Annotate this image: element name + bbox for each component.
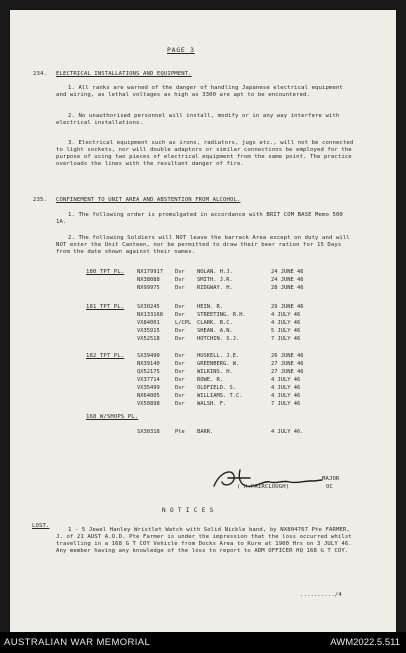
signatory-rank: MAJOR xyxy=(322,476,340,482)
signatory-name: ( H.FAIRCLOUGH) xyxy=(237,484,290,490)
section-234-para-1: 1. All ranks are warned of the danger of handling Japanese electrical equipment and wiring, as lethal voltages as high as 3300 are apt to be encountered. xyxy=(56,85,343,98)
lost-notice-text: 1 - 5 Jewel Hanley Wristlet Watch with Solid Nickle band, by NX804767 Pte FARMER, J. of 21 AUST A.O.D. Pte Farmer is under the impression that the loss occurred whilst travelling in a 168 G T COY Vehicle from Docks Area to Kure at 1900 Hrs on 3 JULY 46. Any member having any knowledge of the loss to report to ADM OFFICER HQ 168 G T COY. xyxy=(56,527,352,554)
section-234-title: ELECTRICAL INSTALLATIONS AND EQUIPMENT. xyxy=(56,71,192,77)
archive-name: AUSTRALIAN WAR MEMORIAL xyxy=(4,637,151,648)
section-234-para-3: 3. Electrical equipment such as irons, radiators, jugs etc., will not be connected to light sockets, nor will double adaptors or similar connections be employed for the purpose of using two pieces of electrical equipment from the same point. The practice overloads the lines with the resultant danger of fire. xyxy=(56,140,354,167)
section-234-number: 234. xyxy=(33,71,47,77)
notices-heading: N O T I C E S xyxy=(162,507,214,514)
group-label: 180 TPT PL. xyxy=(86,269,125,275)
lost-label: LOST. xyxy=(32,523,50,529)
document-page: PAGE 3 234. ELECTRICAL INSTALLATIONS AND EQUIPMENT. 1. All ranks are warned of the danger of handling Japanese electrical equipment and wiring, as lethal voltages as high as 3300 are apt to be encountered. 2. No unauthorised personnel will install, modify or in any way interfere with electrical installations. 3. Electrical equipment such as irons, radiators, jugs etc., will not be connected to light sockets, nor will double adaptors or similar connections be employed for the purpose of using two pieces of electrical equipment from the same point. The practice overloads the lines with the resultant danger of fire. 235. CONFINEMENT TO UNIT AREA AND ABSTENTION FROM ALCOHOL. 1. The following order is promulgated in accordance with BRIT COM BASE Memo 500 1A. 2. The following Soldiers will NOT leave the barrack Area except on duty and will NOT enter the Unit Canteen, nor be permitted to draw their beer ration for 15 Days from the date shown against their names. 180 TPT PL. NX179917 Dvr NOLAN. H.J. 24 JUNE 46 NX38088 Dvr SMITH. J.R. 24 JUNE 46 NX99975 Dvr RIDGWAY. H. 28 JUNE 46 181 TPT PL. SX30245 Dvr HEIN. R. 29 JUNE 46 NX133168 Dvr STREETING. R.H. 4 JULY 46 VX84001 L/CPL CLARK. B.C. 4 JULY 46 VX35915 Dvr SHEAN. A.N. 5 JULY 46 VX52518 Dvr HOTCHIN. S.J. 7 JULY 46 182 TPT PL. SX39490 Dvr HUSKELL. J.E. 26 JUNE 46 NX39140 Dvr GREENBERG. W. 27 JUNE 46 QX52175 Dvr WILKINS. H. 27 JUNE 46 VX37714 Dvr ROWE. R. 4 JULY 46 VX35499 Dvr OLDFIELD. S. 4 JULY 46 NX64005 Dvr WILLIAMS. T.C. 4 JULY 46 VX50898 Dvr WALSH. F. 7 JULY 46 168 W/SHOPS PL. SX30318 Pte BARR. 4 JULY 46. MAJOR ( H.FAIRCLOUGH) OC N O T I C E S LOST. 1 - 5 Jewel Hanley Wristlet Watch with Solid Nickle band, by NX804767 Pte FARMER, J. of 21 AUST A.O.D. Pte Farmer is under the impression that the loss occurred whilst travelling in a 168 G T COY Vehicle from Docks Area to Kure at 1900 Hrs on 3 JULY 46. Any member having any knowledge of the loss to report to ADM OFFICER HQ 168 G T COY. ........../4 xyxy=(10,10,396,632)
section-235-para-1: 1. The following order is promulgated in accordance with BRIT COM BASE Memo 500 1A. xyxy=(56,212,343,225)
section-235-title: CONFINEMENT TO UNIT AREA AND ABSTENTION FROM ALCOHOL. xyxy=(56,197,241,203)
group-label: 168 W/SHOPS PL. xyxy=(86,414,139,420)
archive-reference: AWM2022.5.511 xyxy=(330,637,400,648)
section-235-number: 235. xyxy=(33,197,47,203)
group-label: 181 TPT PL. xyxy=(86,304,125,310)
page-number: PAGE 3 xyxy=(167,46,195,54)
section-234-para-2: 2. No unauthorised personnel will install, modify or in any way interfere with electrical installations. xyxy=(56,113,340,126)
signatory-unit: OC xyxy=(326,484,333,490)
continued-marker: ........../4 xyxy=(300,592,342,598)
section-235-para-2: 2. The following Soldiers will NOT leave the barrack Area except on duty and will NOT enter the Unit Canteen, nor be permitted to draw their beer ration for 15 Days from the date shown against their names. xyxy=(56,235,350,255)
archive-footer xyxy=(0,632,406,653)
group-label: 182 TPT PL. xyxy=(86,353,125,359)
